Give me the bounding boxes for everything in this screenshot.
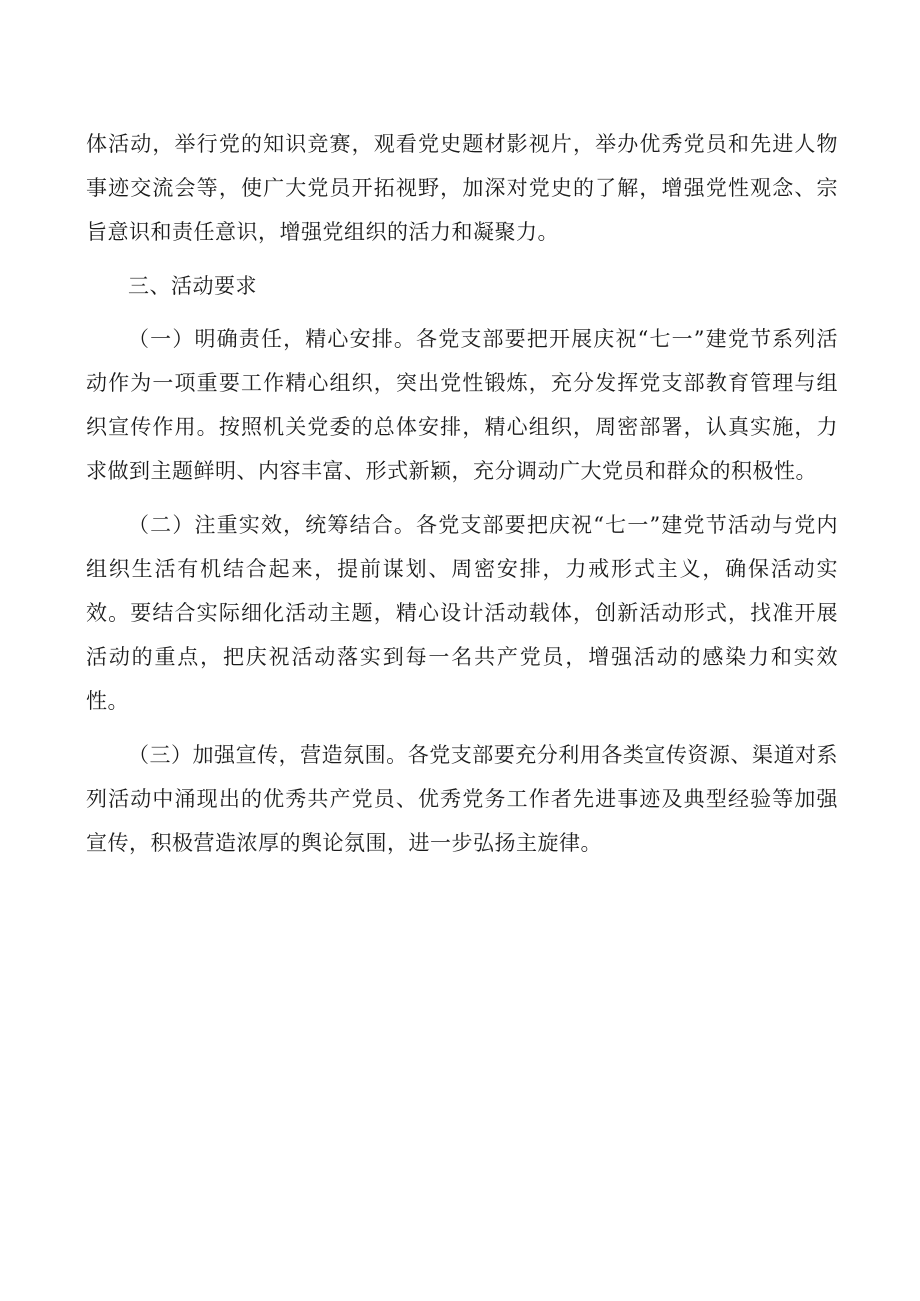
paragraph-requirement-3: （三）加强宣传，营造氛围。各党支部要充分利用各类宣传资源、渠道对系列活动中涌现出的优秀共产党员、优秀党务工作者先进事迹及典型经验等加强宣传，积极营造浓厚的舆论氛围，进一步弘扬主旋律。 xyxy=(86,742,838,856)
paragraph-requirement-1: （一）明确责任，精心安排。各党支部要把开展庆祝“七一”建党节系列活动作为一项重要工作精心组织，突出党性锻炼，充分发挥党支部教育管理与组织宣传作用。按照机关党委的总体安排，精心组织，周密部署，认真实施，力求做到主题鲜明、内容丰富、形式新颖，充分调动广大党员和群众的积极性。 xyxy=(86,326,838,484)
section-heading-activity-requirements: 三、活动要求 xyxy=(128,273,257,298)
document-body xyxy=(86,122,838,865)
paragraph-intro-continuation: 体活动，举行党的知识竞赛，观看党史题材影视片，举办优秀党员和先进人物事迹交流会等，使广大党员开拓视野，加深对党史的了解，增强党性观念、宗旨意识和责任意识，增强党组织的活力和凝聚力。 xyxy=(86,132,838,245)
paragraph-requirement-2: （二）注重实效，统筹结合。各党支部要把庆祝“七一”建党节活动与党内组织生活有机结合起来，提前谋划、周密安排，力戒形式主义，确保活动实效。要结合实际细化活动主题，精心设计活动载体，创新活动形式，找准开展活动的重点，把庆祝活动落实到每一名共产党员，增强活动的感染力和实效性。 xyxy=(86,512,838,714)
